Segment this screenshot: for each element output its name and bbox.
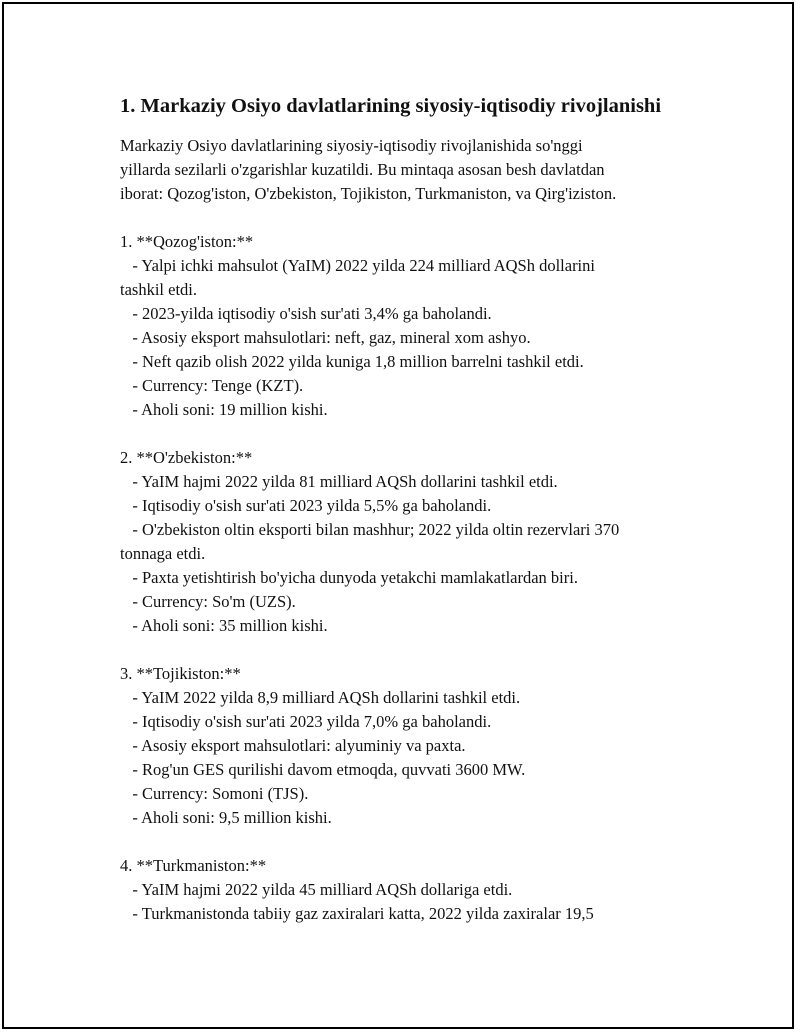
section-line: - Aholi soni: 19 million kishi. — [120, 400, 328, 419]
section-line: - Iqtisodiy o'sish sur'ati 2023 yilda 5,5% ga baholandi. — [120, 496, 492, 515]
section-line: - YaIM hajmi 2022 yilda 45 milliard AQSh dollariga etdi. — [120, 880, 513, 899]
section-line: tashkil etdi. — [120, 280, 197, 299]
intro-paragraph — [120, 134, 720, 206]
section-line: - Currency: Tenge (KZT). — [120, 376, 304, 395]
section-turkmenistan — [120, 854, 720, 926]
section-heading: 1. **Qozog'iston:** — [120, 232, 254, 251]
intro-line: yillarda sezilarli o'zgarishlar kuzatildi. Bu mintaqa asosan besh davlatdan — [120, 160, 605, 179]
section-tajikistan — [120, 662, 720, 830]
section-line: - O'zbekiston oltin eksporti bilan mashhur; 2022 yilda oltin rezervlari 370 — [120, 520, 620, 539]
section-line: - Paxta yetishtirish bo'yicha dunyoda yetakchi mamlakatlardan biri. — [120, 568, 578, 587]
section-line: - YaIM 2022 yilda 8,9 milliard AQSh dollarini tashkil etdi. — [120, 688, 521, 707]
section-heading: 2. **O'zbekiston:** — [120, 448, 253, 467]
section-heading: 4. **Turkmaniston:** — [120, 856, 267, 875]
section-line: - Turkmanistonda tabiiy gaz zaxiralari katta, 2022 yilda zaxiralar 19,5 — [120, 904, 594, 923]
section-line: - Aholi soni: 9,5 million kishi. — [120, 808, 332, 827]
section-line: - Asosiy eksport mahsulotlari: neft, gaz, mineral xom ashyo. — [120, 328, 531, 347]
section-kazakhstan — [120, 230, 720, 422]
intro-line: iborat: Qozog'iston, O'zbekiston, Tojikiston, Turkmaniston, va Qirg'iziston. — [120, 184, 617, 203]
document-content — [120, 92, 720, 926]
section-line: - Yalpi ichki mahsulot (YaIM) 2022 yilda 224 milliard AQSh dollarini — [120, 256, 595, 275]
intro-line: Markaziy Osiyo davlatlarining siyosiy-iqtisodiy rivojlanishida so'nggi — [120, 136, 583, 155]
section-line: - Asosiy eksport mahsulotlari: alyuminiy va paxta. — [120, 736, 466, 755]
section-line: - YaIM hajmi 2022 yilda 81 milliard AQSh dollarini tashkil etdi. — [120, 472, 558, 491]
section-heading: 3. **Tojikiston:** — [120, 664, 241, 683]
section-line: tonnaga etdi. — [120, 544, 206, 563]
document-page — [2, 2, 794, 1029]
section-line: - Currency: So'm (UZS). — [120, 592, 296, 611]
section-uzbekistan — [120, 446, 720, 638]
section-line: - Aholi soni: 35 million kishi. — [120, 616, 328, 635]
document-title: 1. Markaziy Osiyo davlatlarining siyosiy-iqtisodiy rivojlanishi — [120, 95, 662, 117]
section-line: - Iqtisodiy o'sish sur'ati 2023 yilda 7,0% ga baholandi. — [120, 712, 492, 731]
section-line: - Neft qazib olish 2022 yilda kuniga 1,8 million barrelni tashkil etdi. — [120, 352, 584, 371]
section-line: - Currency: Somoni (TJS). — [120, 784, 309, 803]
section-line: - 2023-yilda iqtisodiy o'sish sur'ati 3,4% ga baholandi. — [120, 304, 492, 323]
section-line: - Rog'un GES qurilishi davom etmoqda, quvvati 3600 MW. — [120, 760, 526, 779]
